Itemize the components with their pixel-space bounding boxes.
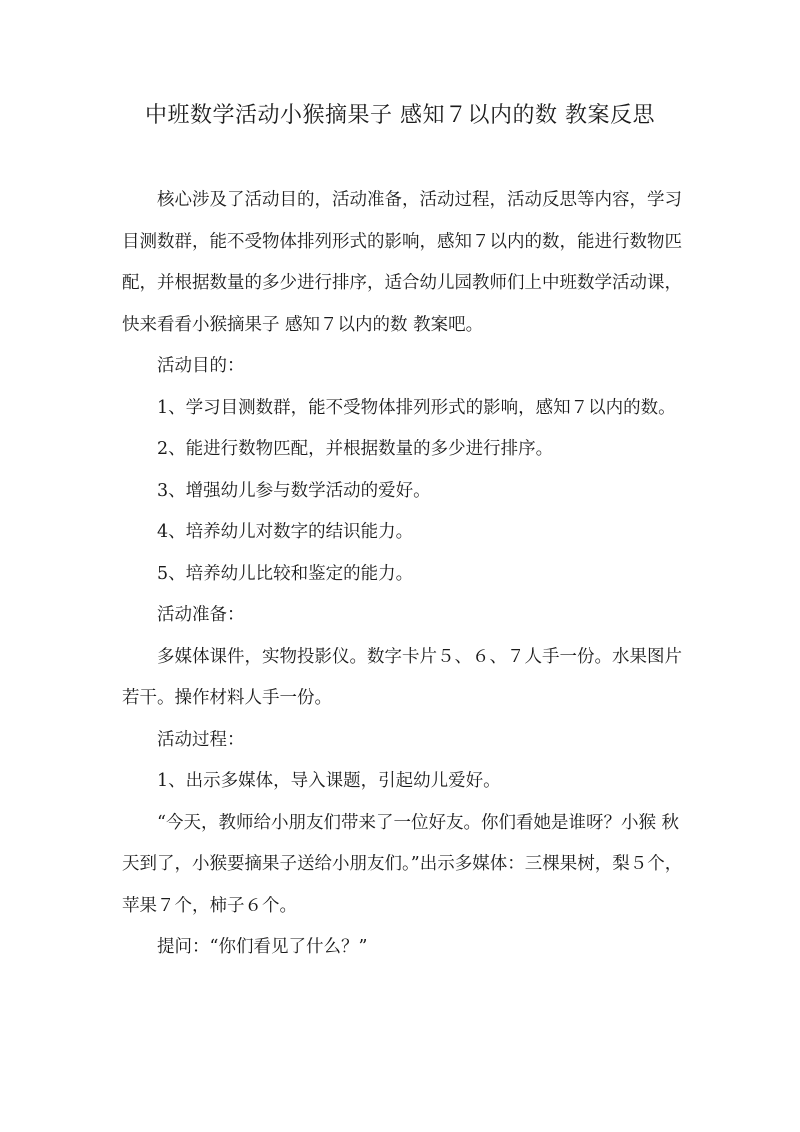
- document-title: 中班数学活动小猴摘果子 感知７以内的数 教案反思: [145, 103, 655, 128]
- section-heading-process: 活动过程：: [157, 729, 245, 750]
- process-dialogue: “今天，教师给小朋友们带来了一位好友。你们看她是谁呀？小猴 秋天到了，小猴要摘果子送给小朋友们。”出示多媒体：三棵果树，梨５个，苹果７个，柿子６个。: [122, 812, 683, 916]
- goal-item-5: 5、培养幼儿比较和鉴定的能力。: [157, 563, 414, 584]
- section-heading-preparation: 活动准备：: [157, 605, 245, 625]
- goal-item-4: 4、培养幼儿对数字的结识能力。: [157, 522, 414, 542]
- process-question: 提问：“你们看见了什么？”: [157, 937, 368, 957]
- goal-item-2: 2、能进行数物匹配，并根据数量的多少进行排序。: [157, 439, 554, 459]
- section-heading-goals: 活动目的：: [157, 356, 245, 376]
- goal-item-3: 3、增强幼儿参与数学活动的爱好。: [157, 480, 431, 501]
- process-step-1: 1、出示多媒体，导入课题，引起幼儿爱好。: [157, 771, 501, 791]
- preparation-paragraph: 多媒体课件，实物投影仪。数字卡片５、６、７人手一份。水果图片若干。操作材料人手一份。: [122, 646, 682, 708]
- document-body: [122, 180, 688, 969]
- intro-paragraph: 核心涉及了活动目的，活动准备，活动过程，活动反思等内容，学习目测数群，能不受物体排列形式的影响，感知７以内的数，能进行数物匹配，并根据数量的多少进行排序，适合幼儿园教师们上中班数学活动课，快来看看小猴摘果子 感知７以内的数 教案吧。: [122, 190, 682, 335]
- goal-item-1: 1、学习目测数群，能不受物体排列形式的影响，感知７以内的数。: [157, 397, 676, 418]
